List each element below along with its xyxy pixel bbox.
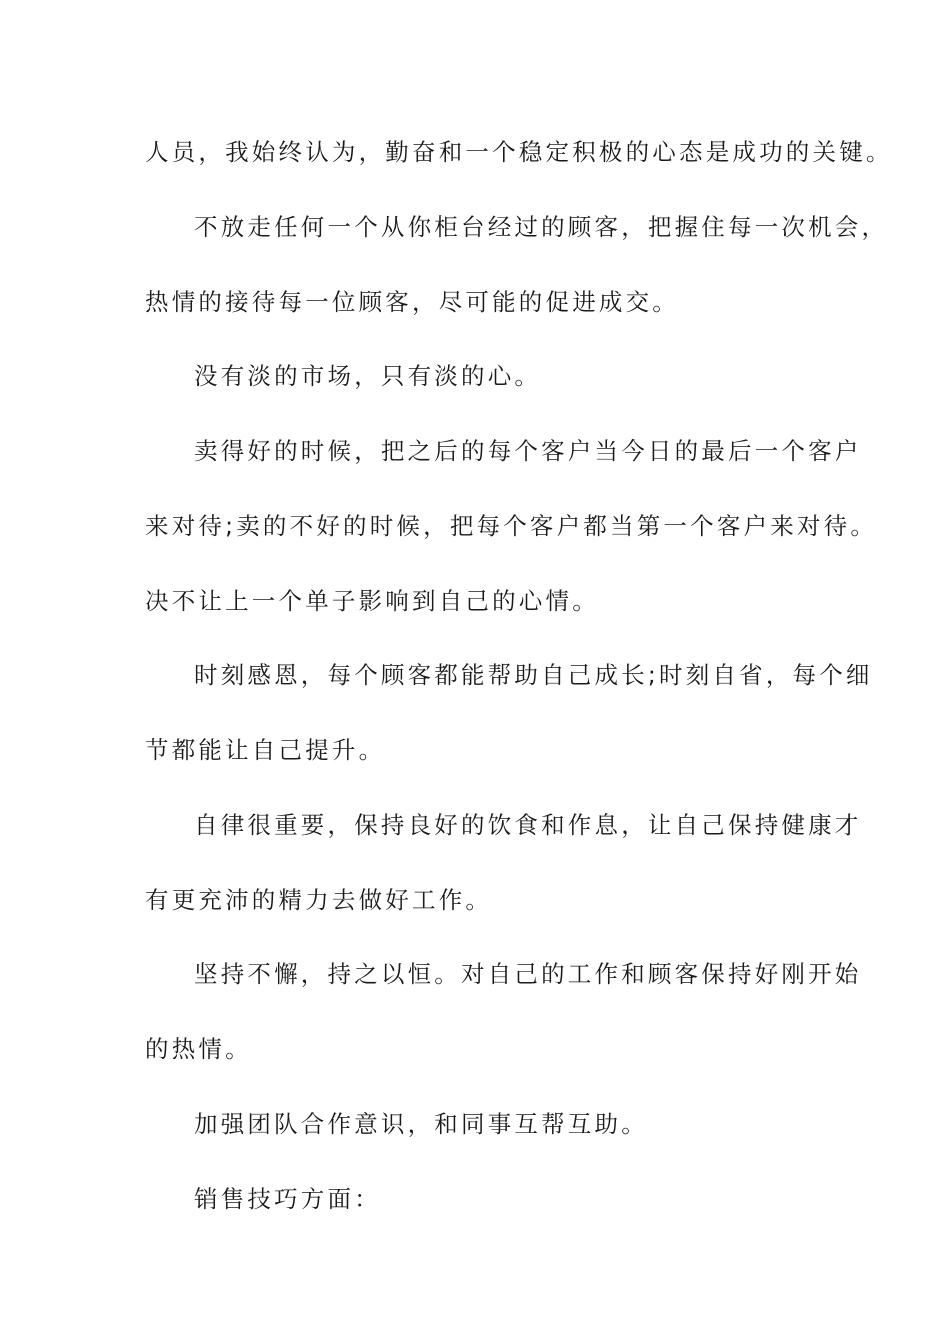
- section-heading: 销售技巧方面：: [194, 1185, 381, 1213]
- text-line: 来对待;卖的不好的时候，把每个客户都当第一个客户来对待。: [145, 512, 878, 540]
- paragraph-start-line: 加强团队合作意识，和同事互帮互助。: [194, 1110, 648, 1138]
- paragraph-start-line: 不放走任何一个从你柜台经过的顾客，把握住每一次机会，: [194, 213, 889, 241]
- text-line: 热情的接待每一位顾客，尽可能的促进成交。: [145, 288, 679, 316]
- paragraph-start-line: 时刻感恩，每个顾客都能帮助自己成长;时刻自省，每个细: [194, 661, 873, 689]
- text-line: 有更充沛的精力去做好工作。: [145, 886, 493, 914]
- text-line: 人员，我始终认为，勤奋和一个稳定积极的心态是成功的关键。: [145, 138, 893, 166]
- text-line: 的热情。: [145, 1035, 252, 1063]
- paragraph-start-line: 坚持不懈，持之以恒。对自己的工作和顾客保持好刚开始: [194, 960, 862, 988]
- text-line: 节都能让自己提升。: [145, 736, 386, 764]
- text-line: 决不让上一个单子影响到自己的心情。: [145, 587, 599, 615]
- paragraph-start-line: 自律很重要，保持良好的饮食和作息，让自己保持健康才: [194, 811, 862, 839]
- paragraph-start-line: 没有淡的市场，只有淡的心。: [194, 362, 542, 390]
- paragraph-start-line: 卖得好的时候，把之后的每个客户当今日的最后一个客户: [194, 437, 862, 465]
